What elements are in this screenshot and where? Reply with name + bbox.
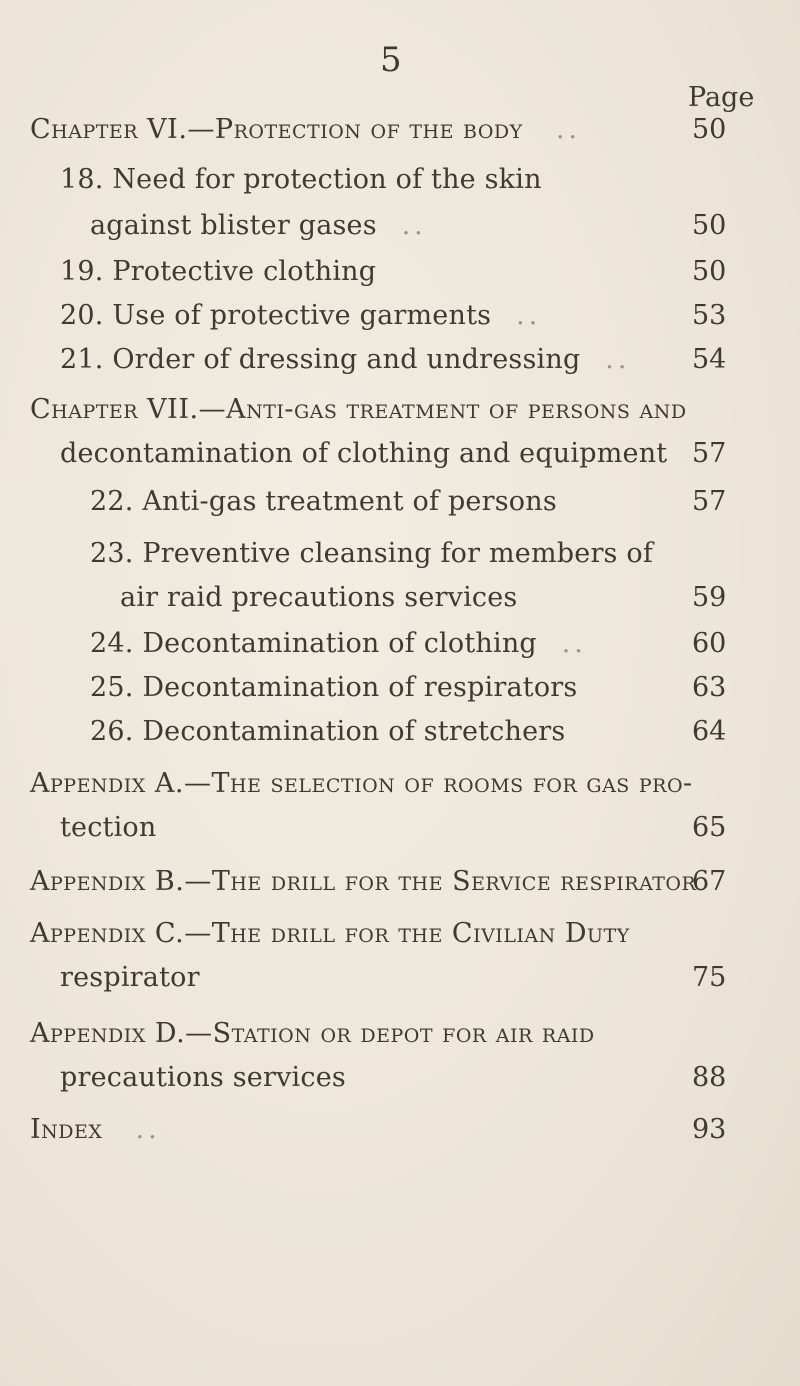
toc-page-appendix-d: 88 bbox=[692, 1062, 727, 1093]
toc-page-chapter-7: 57 bbox=[692, 438, 727, 469]
toc-page-appendix-b: 67 bbox=[692, 866, 727, 897]
toc-page-21: 54 bbox=[692, 344, 727, 375]
toc-entry-20: 20. Use of protective garments .. bbox=[60, 300, 542, 331]
toc-entry-23-cont: air raid precautions services bbox=[120, 582, 518, 613]
toc-page-18: 50 bbox=[692, 210, 727, 241]
toc-entry-appendix-d-cont: precautions services bbox=[60, 1062, 346, 1093]
toc-page-25: 63 bbox=[692, 672, 727, 703]
toc-entry-24: 24. Decontamination of clothing .. bbox=[90, 628, 587, 659]
toc-entry-23: 23. Preventive cleansing for members of bbox=[90, 538, 654, 569]
toc-entry-chapter-7: Chapter VII.—Anti-gas treatment of persons and bbox=[30, 394, 687, 425]
toc-page-chapter-6: 50 bbox=[692, 114, 727, 145]
toc-page-22: 57 bbox=[692, 486, 727, 517]
toc-page-24: 60 bbox=[692, 628, 727, 659]
page-column-header: Page bbox=[688, 82, 755, 113]
toc-entry-21: 21. Order of dressing and undressing .. bbox=[60, 344, 631, 375]
toc-page-26: 64 bbox=[692, 716, 727, 747]
toc-page-19: 50 bbox=[692, 256, 727, 287]
toc-entry-appendix-b: Appendix B.—The drill for the Service respirator bbox=[30, 866, 697, 897]
toc-page-index: 93 bbox=[692, 1114, 727, 1145]
toc-entry-22: 22. Anti-gas treatment of persons bbox=[90, 486, 557, 517]
toc-entry-19: 19. Protective clothing bbox=[60, 256, 377, 287]
toc-page-appendix-a: 65 bbox=[692, 812, 727, 843]
toc-entry-appendix-c-cont: respirator bbox=[60, 962, 200, 993]
toc-entry-index: Index .. bbox=[30, 1114, 161, 1145]
toc-entry-25: 25. Decontamination of respirators bbox=[90, 672, 578, 703]
toc-entry-chapter-7-cont: decontamination of clothing and equipment bbox=[60, 438, 668, 469]
toc-entry-chapter-6: Chapter VI.—Protection of the body .. bbox=[30, 114, 581, 145]
toc-page-20: 53 bbox=[692, 300, 727, 331]
toc-entry-appendix-c: Appendix C.—The drill for the Civilian Duty bbox=[30, 918, 630, 949]
toc-page-appendix-c: 75 bbox=[692, 962, 727, 993]
toc-entry-18: 18. Need for protection of the skin bbox=[60, 164, 542, 195]
toc-entry-appendix-d: Appendix D.—Station or depot for air raid bbox=[30, 1018, 595, 1049]
toc-entry-26: 26. Decontamination of stretchers bbox=[90, 716, 566, 747]
toc-entry-appendix-a: Appendix A.—The selection of rooms for gas pro- bbox=[30, 768, 693, 799]
toc-page-23: 59 bbox=[692, 582, 727, 613]
toc-entry-18-cont: against blister gases .. bbox=[90, 210, 427, 241]
page-number: 5 bbox=[380, 40, 402, 80]
toc-entry-appendix-a-cont: tection bbox=[60, 812, 157, 843]
